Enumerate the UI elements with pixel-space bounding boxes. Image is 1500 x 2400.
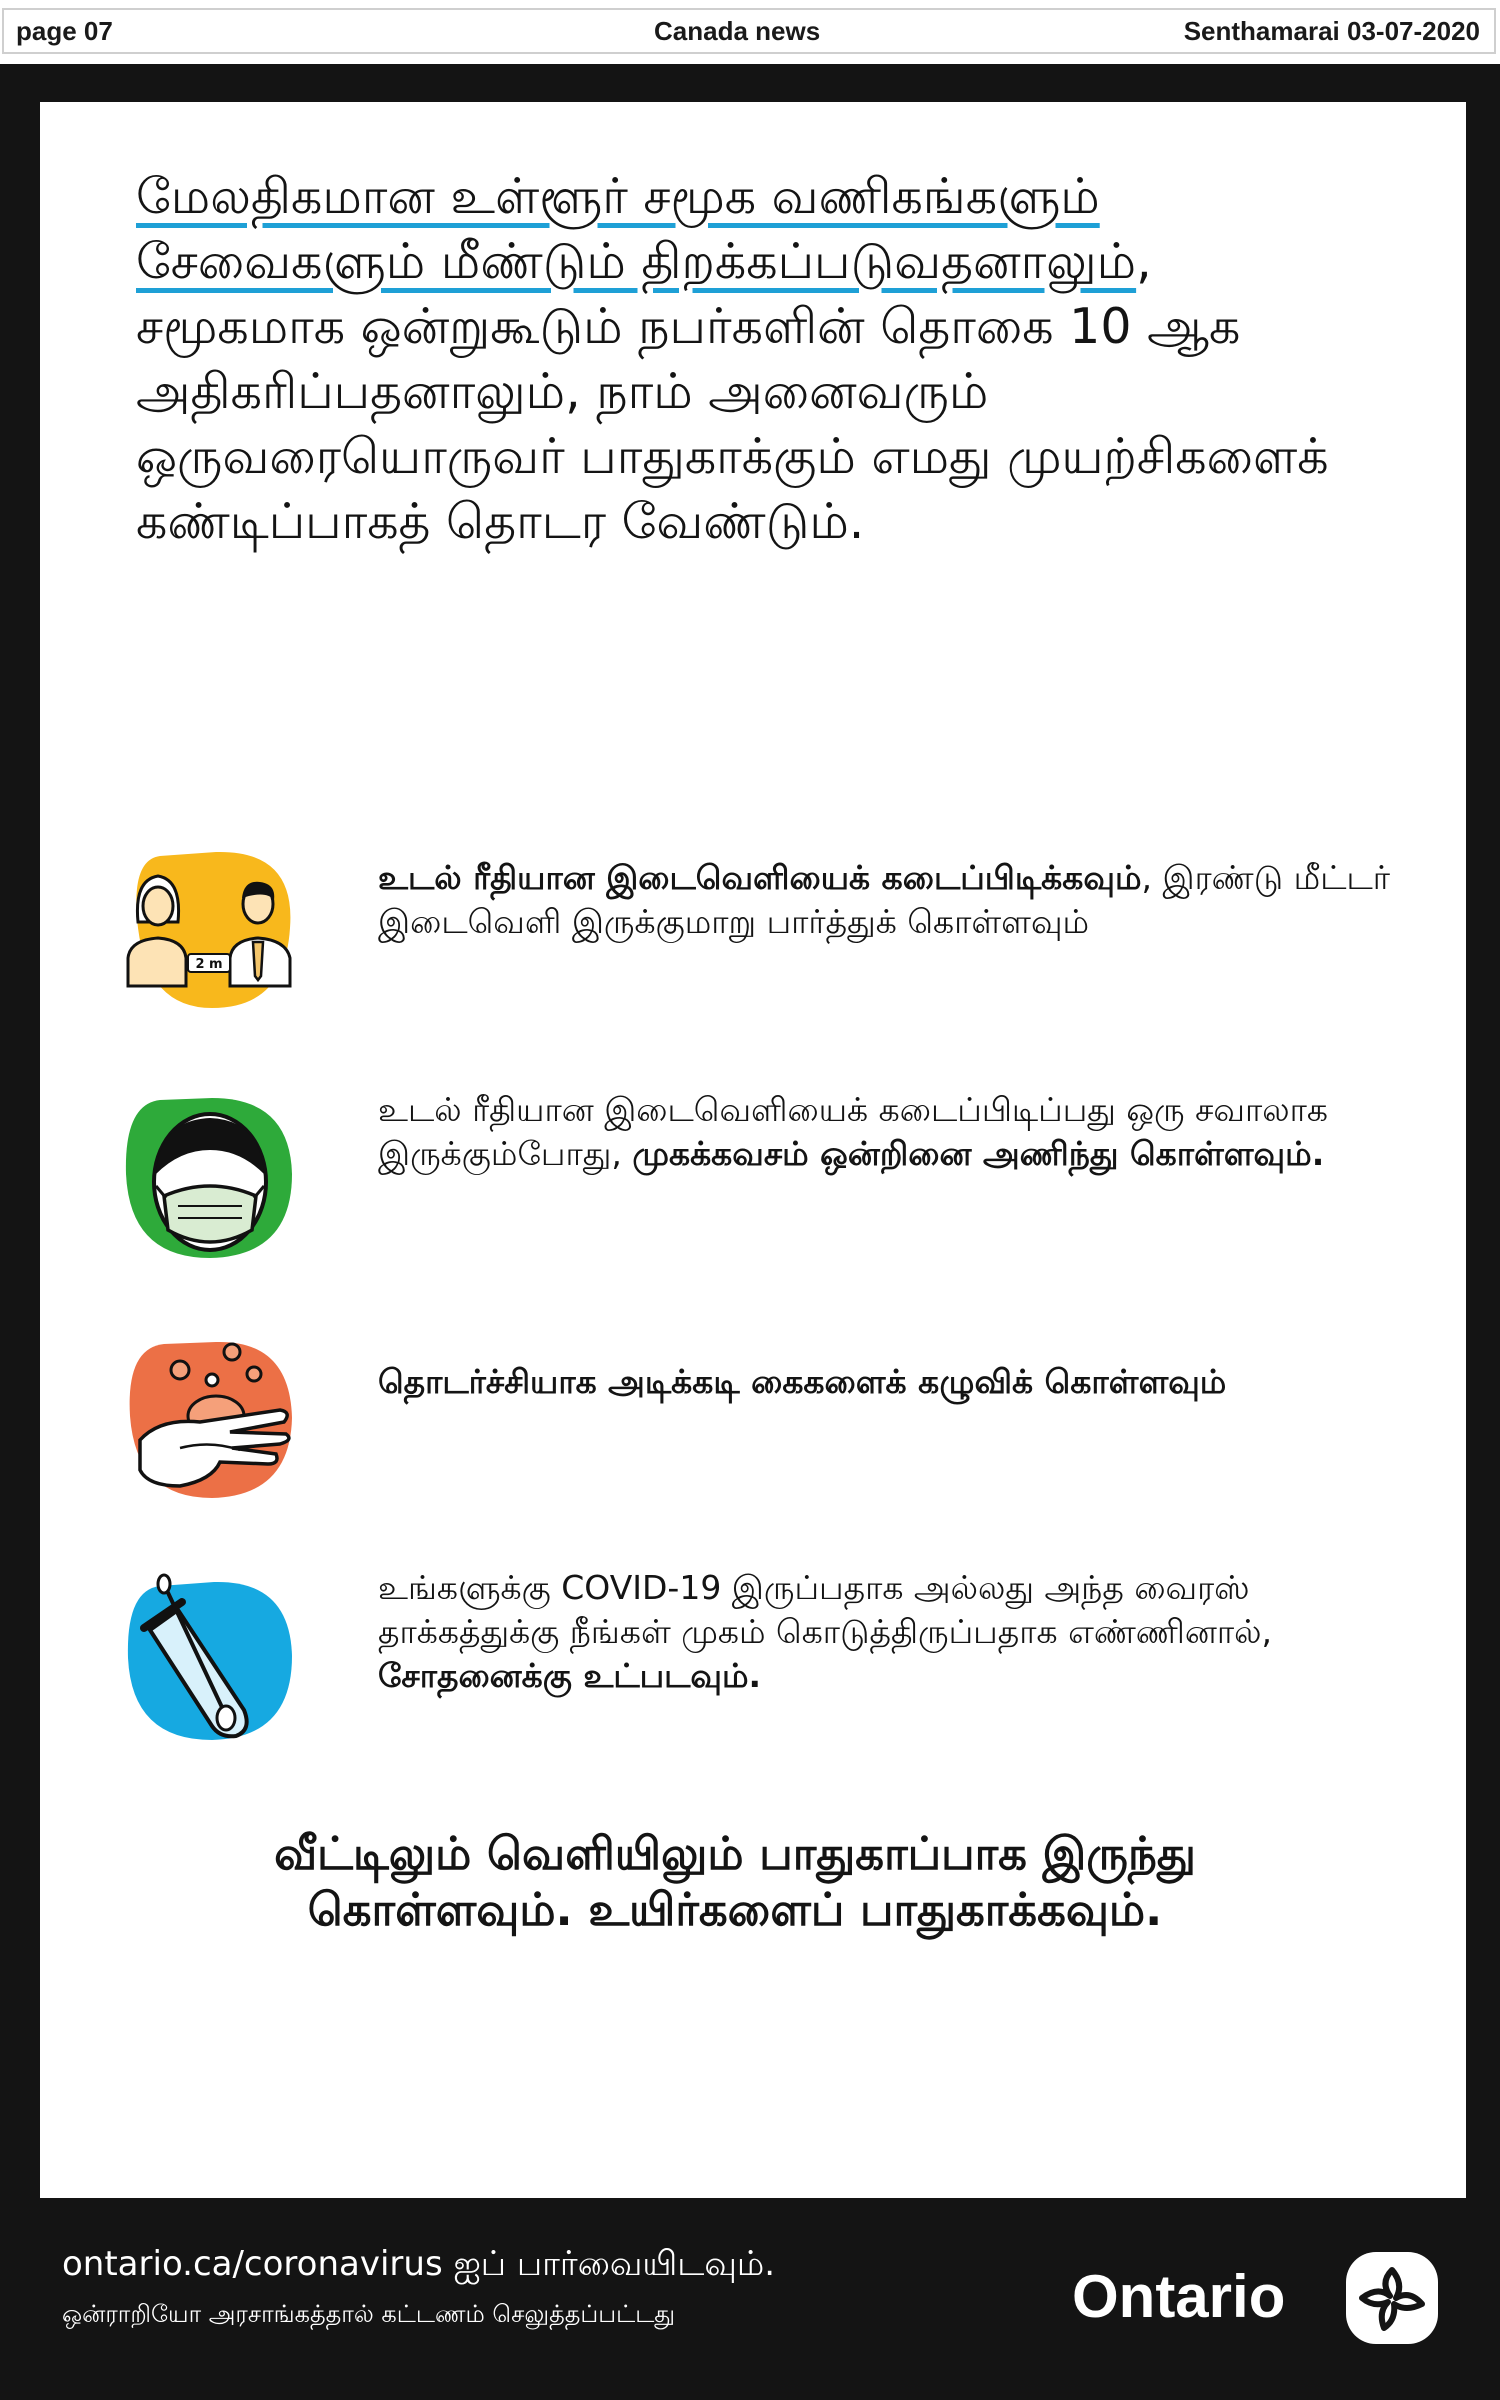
paid-by-text: ஒன்ராறியோ அரசாங்கத்தால் கட்டணம் செலுத்தப்பட்டது [62, 2300, 676, 2328]
distancing-text [378, 856, 1398, 944]
publication-name: Canada news [654, 16, 821, 46]
list-item-handwash [120, 1330, 1380, 1510]
distance-label: 2 m [195, 957, 223, 972]
closing-message: வீட்டிலும் வெளியிலும் பாதுகாப்பாக இருந்து கொள்ளவும். உயிர்களைப் பாதுகாக்கவும். [274, 1827, 1196, 1936]
trillium-icon [1344, 2250, 1440, 2346]
newspaper-header [2, 8, 1496, 54]
physical-distance-icon [120, 840, 300, 1020]
handwash-text [378, 1360, 1398, 1404]
list-item-distancing [120, 840, 1391, 1020]
mask-text [378, 1088, 1398, 1176]
source-and-date: Senthamarai 03-07-2020 [1183, 16, 1480, 46]
page-number: page 07 [16, 16, 113, 46]
intro-paragraph [136, 164, 1356, 554]
testing-bold: சோதனைக்கு உட்படவும். [378, 1656, 762, 1695]
test-tube-icon [120, 1570, 300, 1750]
distancing-normal: , இரண்டு மீட்டர் இடைவெளி இருக்குமாறு பார்த்துக் கொள்ளவும் [378, 858, 1391, 941]
testing-normal: உங்களுக்கு COVID-19 இருப்பதாக அல்லது அந்த வைரஸ் தாக்கத்துக்கு நீங்கள் முகம் கொடுத்திருப்பதாக எண்ணினால், [378, 1568, 1273, 1651]
footer-url-text: ontario.ca/coronavirus ஐப் பார்வையிடவும். [62, 2244, 776, 2284]
handwash-bold: தொடர்ச்சியாக அடிக்கடி கைகளைக் கழுவிக் கொள்ளவும் [378, 1362, 1227, 1401]
ontario-wordmark: Ontario [1072, 2263, 1286, 2330]
distancing-bold: உடல் ரீதியான இடைவெளியைக் கடைப்பிடிக்கவும் [378, 858, 1142, 897]
intro-rest-text: , சமூகமாக ஒன்றுகூடும் நபர்களின் தொகை 10 ஆக அதிகரிப்பதனாலும், நாம் அனைவரும் ஒருவரையொருவர் பாதுகாக்கும் எமது முயற்சிகளைக் கண்டிப்பாகத் தொடர வேண்டும். [136, 233, 1329, 550]
mask-normal: உடல் ரீதியான இடைவெளியைக் கடைப்பிடிப்பது ஒரு சவாலாக இருக்கும்போது, [378, 1090, 1328, 1173]
testing-text [378, 1566, 1398, 1698]
list-item-testing [120, 1570, 1380, 1750]
face-mask-icon [120, 1090, 300, 1270]
hand-washing-icon [120, 1330, 300, 1510]
list-item-mask [120, 1090, 1380, 1270]
mask-bold: முகக்கவசம் ஒன்றினை அணிந்து கொள்ளவும். [632, 1134, 1325, 1173]
intro-underlined-text: மேலதிகமான உள்ளூர் சமூக வணிகங்களும் சேவைகளும் மீண்டும் திறக்கப்படுவதனாலும் [136, 168, 1137, 290]
